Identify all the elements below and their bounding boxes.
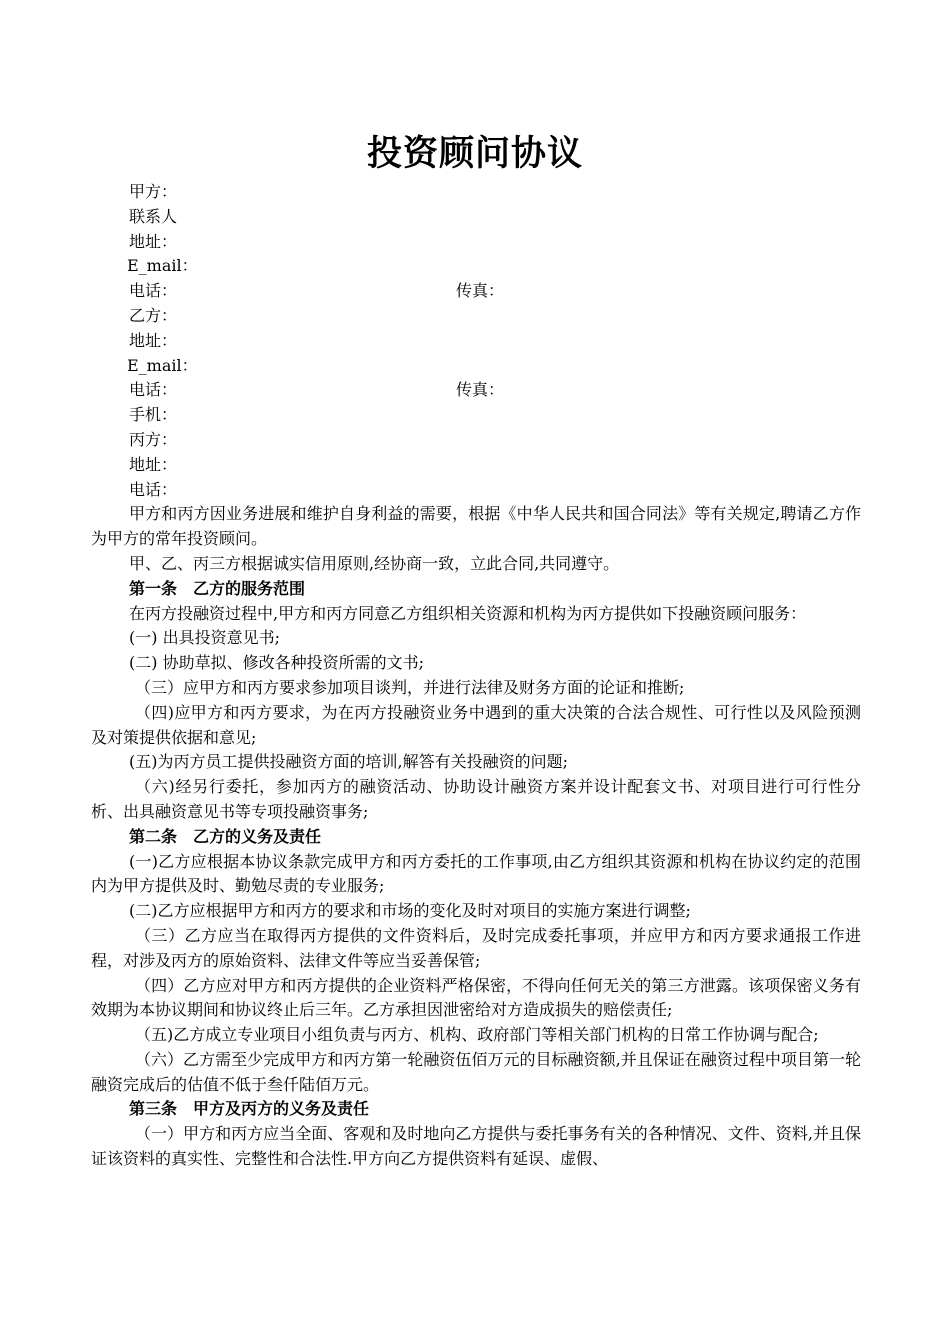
mobile-field: 手机： [129, 405, 178, 425]
article-item: （一）甲方和丙方应当全面、客观和及时地向乙方提供与委托事务有关的各种情况、文件、资料,并且保证该资料的真实性、完整性和合法性.甲方向乙方提供资料有延误、虚假、 [91, 1124, 861, 1169]
article-heading: 第二条 乙方的义务及责任 [129, 826, 322, 846]
article-item: （六）乙方需至少完成甲方和丙方第一轮融资伍佰万元的目标融资额,并且保证在融资过程中项目第一轮融资完成后的估值不低于叁仟陆佰万元。 [91, 1049, 861, 1094]
article-item: （三）应甲方和丙方要求参加项目谈判，并进行法律及财务方面的论证和推断; [135, 677, 685, 697]
contact-field: 联系人 [129, 206, 178, 226]
email-field: E_mail： [127, 256, 198, 276]
article-item: （四）乙方应对甲方和丙方提供的企业资料严格保密，不得向任何无关的第三方泄露。该项保密义务有效期为本协议期间和协议终止后三年。乙方承担因泄密给对方造成损失的赔偿责任; [91, 975, 861, 1020]
article-item: （五)乙方成立专业项目小组负责与丙方、机构、政府部门等相关部门机构的日常工作协调与配合; [135, 1025, 819, 1045]
document-body [91, 180, 861, 1172]
article-item: （三）乙方应当在取得丙方提供的文件资料后，及时完成委托事项，并应甲方和丙方要求通报工作进程，对涉及丙方的原始资料、法律文件等应当妥善保管; [91, 925, 861, 970]
document-title: 投资顾问协议 [366, 134, 583, 174]
party-c-field: 丙方： [129, 429, 178, 449]
article-item: (一)乙方应根据本协议条款完成甲方和丙方委托的工作事项,由乙方组织其资源和机构在协议约定的范围内为甲方提供及时、勤勉尽责的专业服务; [91, 851, 861, 896]
address-field: 地址： [129, 330, 178, 350]
article-item: (五)为丙方员工提供投融资方面的培训,解答有关投融资的问题; [129, 752, 568, 772]
fax-label: 传真： [456, 380, 505, 400]
article-heading: 第一条 乙方的服务范围 [129, 578, 306, 598]
phone-field: 电话： [129, 479, 178, 499]
address-field: 地址： [129, 454, 178, 474]
phone-fax-field: 电话： 传真： [91, 279, 861, 304]
party-a-field: 甲方： [129, 182, 178, 201]
party-b-field: 乙方： [129, 305, 178, 325]
article-item: (二) 协助草拟、修改各种投资所需的文书; [129, 653, 424, 673]
phone-fax-field: 电话： 传真： [91, 378, 861, 403]
address-field: 地址： [129, 231, 178, 251]
article-item: （六)经另行委托，参加丙方的融资活动、协助设计融资方案并设计配套文书、对项目进行可行性分析、出具融资意见书等专项投融资事务; [91, 777, 861, 821]
email-field: E_mail： [127, 355, 198, 375]
article-item: （四)应甲方和丙方要求，为在丙方投融资业务中遇到的重大决策的合法合规性、可行性以及风险预测及对策提供依据和意见; [91, 702, 861, 747]
article-paragraph: 在丙方投融资过程中,甲方和丙方同意乙方组织相关资源和机构为丙方提供如下投融资顾问服务： [129, 603, 807, 623]
intro-paragraph: 甲方和丙方因业务进展和维护自身利益的需要，根据《中华人民共和国合同法》等有关规定,聘请乙方作为甲方的常年投资顾问。 [91, 504, 861, 549]
intro-paragraph: 甲、乙、丙三方根据诚实信用原则,经协商一致，立此合同,共同遵守。 [129, 553, 620, 573]
fax-label: 传真： [456, 281, 505, 301]
article-item: (二)乙方应根据甲方和丙方的要求和市场的变化及时对项目的实施方案进行调整; [129, 901, 691, 921]
article-item: (一) 出具投资意见书; [129, 628, 280, 648]
article-heading: 第三条 甲方及丙方的义务及责任 [129, 1099, 370, 1119]
